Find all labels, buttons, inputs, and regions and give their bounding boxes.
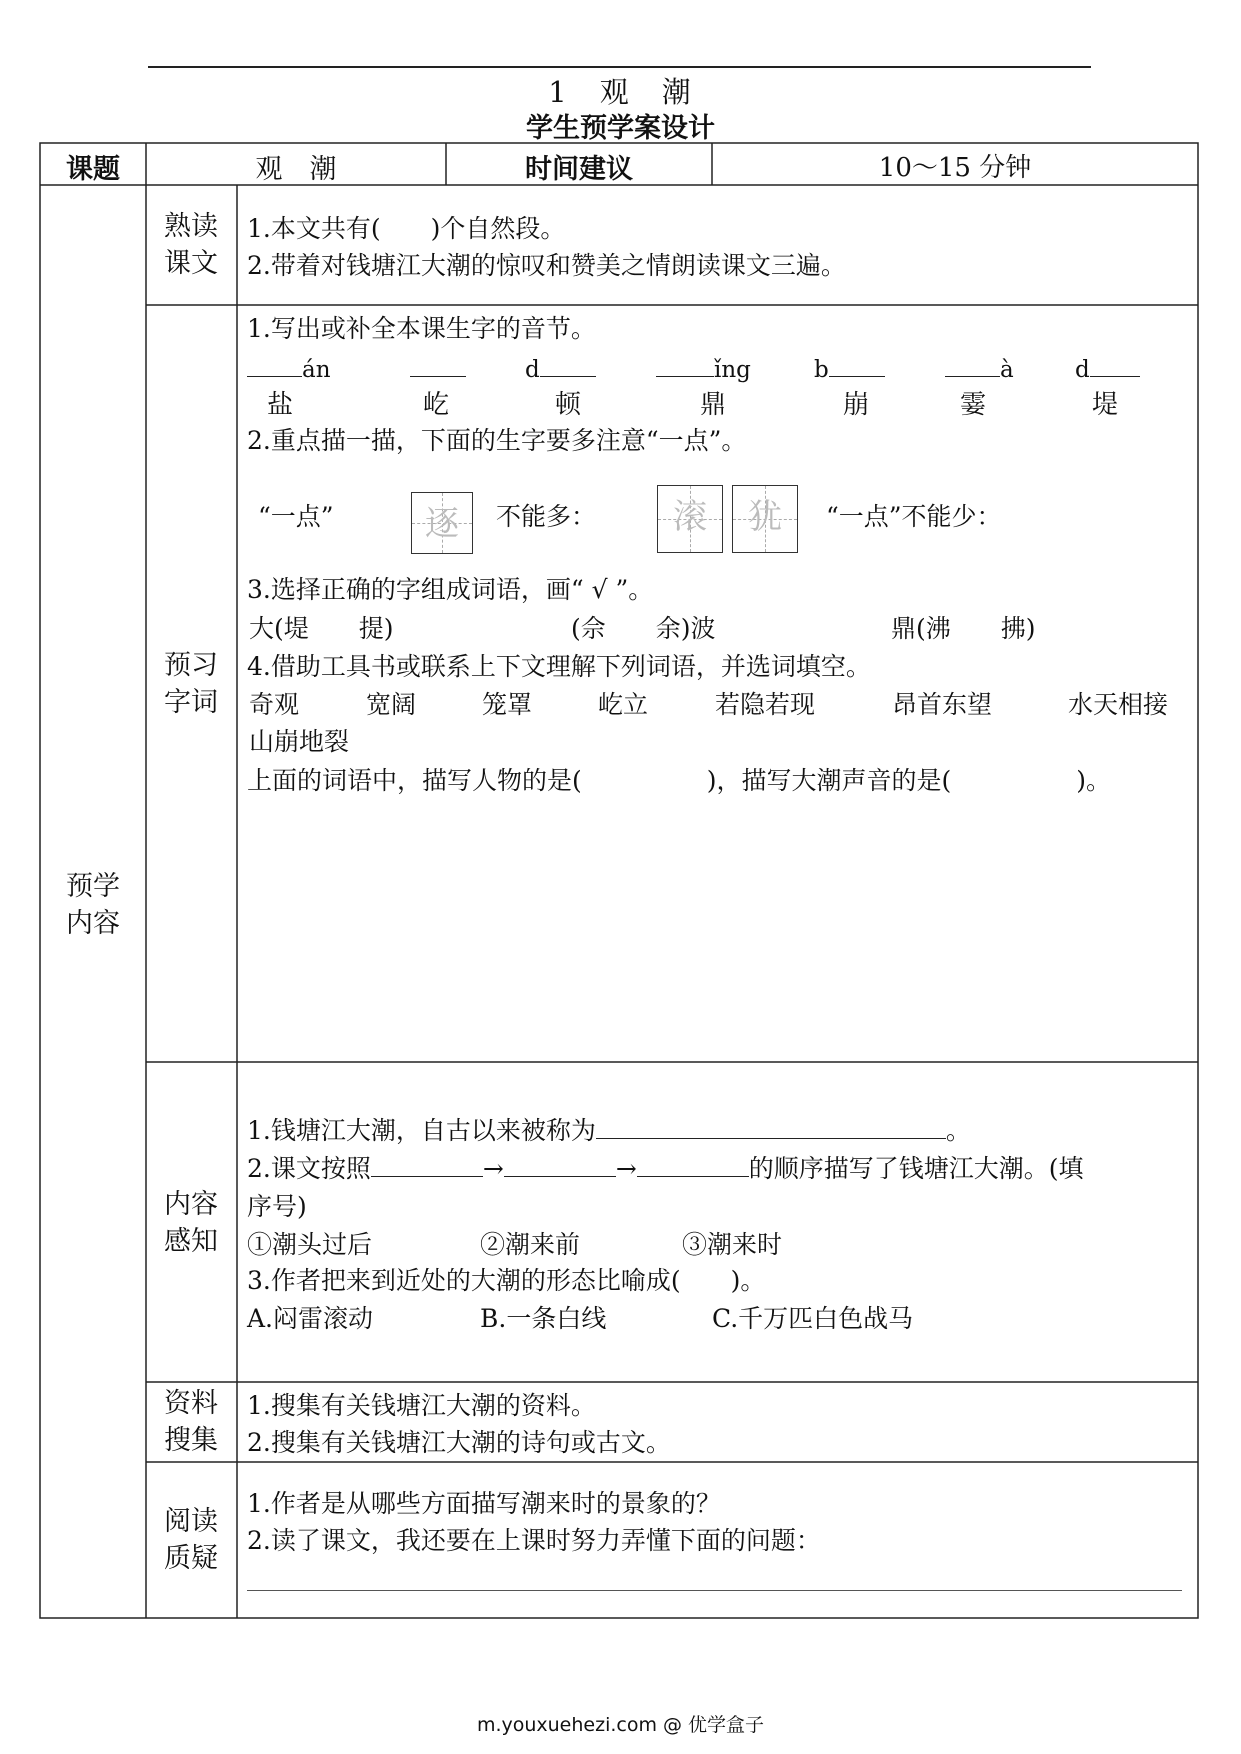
page-subtitle: 学生预学案设计 [526, 113, 715, 144]
answer-a[interactable]: A.闷雷滚动 [247, 1304, 374, 1333]
order-option-2: ②潮来前 [480, 1230, 581, 1259]
pinyin-blank-7[interactable]: d [1075, 350, 1140, 383]
time-label: 时间建议 [525, 154, 633, 185]
read-line-1: 1.本文共有( )个自然段。 [247, 214, 566, 243]
section-label-words: 预习 字词 [164, 650, 218, 718]
pinyin-blank-4[interactable]: ǐng [656, 350, 751, 383]
content-q2: 2.课文按照 → → 的顺序描写了钱塘江大潮。(填 [247, 1150, 1084, 1187]
preview-content-label: 预学 内容 [66, 871, 120, 939]
section-label-collect: 资料 搜集 [164, 1388, 218, 1456]
pinyin-blank-1[interactable]: án [247, 350, 331, 383]
vocab-6: 昂首东望 [892, 690, 993, 719]
vocab-7: 水天相接 [1068, 690, 1169, 719]
order-blank-1[interactable] [371, 1150, 483, 1177]
question-line-2: 2.读了课文，我还要在上课时努力弄懂下面的问题： [247, 1526, 821, 1555]
order-blank-3[interactable] [637, 1150, 749, 1177]
words-q1: 1.写出或补全本课生字的音节。 [247, 314, 596, 343]
vocab-4: 屹立 [598, 690, 649, 719]
vocab-8: 山崩地裂 [249, 727, 350, 756]
pinyin-blank-5[interactable]: b [814, 350, 885, 383]
words-fill: 上面的词语中，描写人物的是( )，描写大潮声音的是( )。 [247, 766, 1112, 795]
char-di: 堤 [1092, 390, 1119, 420]
words-q3: 3.选择正确的字组成词语，画“ √ ”。 [247, 575, 654, 604]
choice-2[interactable]: (佘 余)波 [571, 614, 716, 643]
vocab-1: 奇观 [249, 690, 300, 719]
answer-b[interactable]: B.一条白线 [480, 1304, 607, 1333]
topic-label: 课题 [66, 154, 120, 185]
collect-line-1: 1.搜集有关钱塘江大潮的资料。 [247, 1391, 596, 1420]
not-less-label: “一点”不能少： [826, 502, 1002, 531]
footer-watermark: m.youxuehezi.com @ 优学盒子 [476, 1714, 765, 1736]
char-beng: 崩 [843, 390, 870, 420]
trace-box-gun[interactable]: 滚 [657, 485, 723, 553]
lesson-title: 1 观 潮 [548, 75, 693, 109]
answer-c[interactable]: C.千万匹白色战马 [712, 1304, 914, 1333]
vocab-3: 笼罩 [482, 690, 533, 719]
collect-line-2: 2.搜集有关钱塘江大潮的诗句或古文。 [247, 1428, 671, 1457]
pinyin-blank-6[interactable]: à [945, 350, 1014, 383]
char-yan: 盐 [267, 390, 294, 420]
trace-box-you[interactable]: 犹 [732, 485, 798, 553]
not-more-label: 不能多： [496, 502, 597, 531]
vocab-2: 宽阔 [366, 690, 417, 719]
trace-box-zhu[interactable]: 逐 [411, 492, 473, 554]
char-dun: 顿 [555, 390, 582, 420]
top-rule [148, 66, 1091, 68]
order-option-1: ①潮头过后 [247, 1230, 373, 1259]
read-line-2: 2.带着对钱塘江大潮的惊叹和赞美之情朗读课文三遍。 [247, 251, 846, 280]
content-q1: 1.钱塘江大潮，自古以来被称为 。 [247, 1112, 971, 1149]
pinyin-blank-2[interactable] [410, 350, 466, 383]
yidian-label: “一点” [258, 502, 334, 531]
choice-1[interactable]: 大(堤 提) [249, 614, 394, 643]
question-line-1: 1.作者是从哪些方面描写潮来时的景象的？ [247, 1489, 721, 1518]
char-sha: 霎 [960, 390, 987, 420]
topic-value: 观 潮 [255, 154, 337, 185]
words-q4: 4.借助工具书或联系上下文理解下列词语，并选词填空。 [247, 652, 871, 681]
choice-3[interactable]: 鼎(沸 拂) [891, 614, 1036, 643]
char-ding: 鼎 [700, 390, 727, 420]
time-value: 10～15 分钟 [878, 153, 1032, 183]
content-q3: 3.作者把来到近处的大潮的形态比喻成( )。 [247, 1266, 766, 1295]
answer-line[interactable] [247, 1590, 1182, 1591]
pinyin-blank-3[interactable]: d [525, 350, 596, 383]
section-label-question: 阅读 质疑 [164, 1506, 218, 1574]
vocab-5: 若隐若现 [715, 690, 816, 719]
order-blank-2[interactable] [504, 1150, 616, 1177]
order-option-3: ③潮来时 [682, 1230, 783, 1259]
section-label-read: 熟读 课文 [164, 211, 218, 279]
content-q2-cont: 序号) [247, 1192, 307, 1221]
char-yi: 屹 [423, 390, 450, 420]
content-q1-blank[interactable] [596, 1112, 946, 1139]
words-q2: 2.重点描一描，下面的生字要多注意“一点”。 [247, 426, 747, 455]
section-label-content: 内容 感知 [164, 1189, 218, 1257]
